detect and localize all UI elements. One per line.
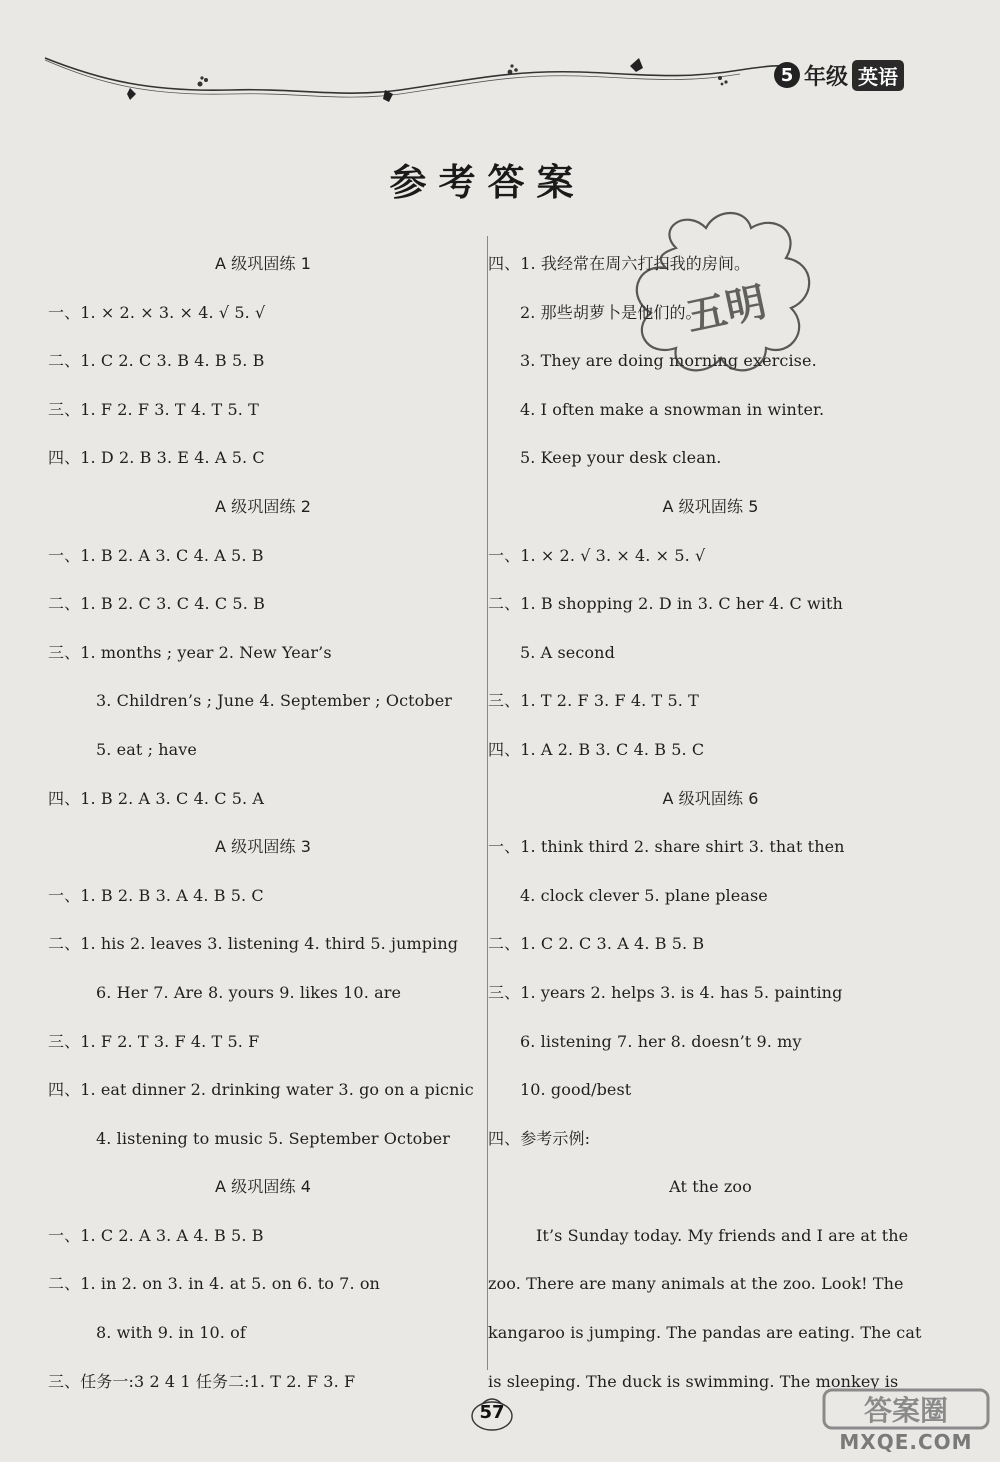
section-title: A 级巩固练 1 [214, 254, 312, 273]
answer-line-continued: 5. eat ; have [96, 739, 198, 759]
right-answer-column [488, 240, 933, 1406]
answer-line: 二、1. B shopping 2. D in 3. C her 4. C with [488, 594, 843, 614]
grade-subject-badge [774, 60, 904, 90]
answer-line: 一、1. B 2. B 3. A 4. B 5. C [48, 885, 264, 905]
answer-line: 三、1. F 2. T 3. F 4. T 5. F [48, 1031, 260, 1051]
answer-line: 二、1. C 2. C 3. B 4. B 5. B [48, 351, 265, 371]
essay-line: zoo. There are many animals at the zoo. Look! The [488, 1274, 904, 1294]
answer-line: 四、1. A 2. B 3. C 4. B 5. C [488, 739, 705, 759]
page-title: 参考答案 [389, 161, 586, 204]
vine-decoration-icon [40, 40, 780, 110]
answer-line-continued: 5. Keep your desk clean. [520, 448, 722, 468]
answer-line: 四、1. B 2. A 3. C 4. C 5. A [48, 788, 265, 808]
page-number-text: 57 [479, 1402, 505, 1423]
answer-line: 二、1. his 2. leaves 3. listening 4. third 5. jumping [48, 934, 459, 954]
essay-line: is sleeping. The duck is swimming. The monkey is [488, 1371, 899, 1391]
answer-line-continued: 6. listening 7. her 8. doesn’t 9. my [520, 1031, 802, 1051]
section-title: A 级巩固练 2 [214, 496, 312, 516]
answer-line: 三、1. F 2. F 3. T 4. T 5. T [48, 399, 259, 419]
page-number [470, 1392, 514, 1432]
essay-line: It’s Sunday today. My friends and I are at the [536, 1225, 909, 1245]
answer-line-continued: 4. listening to music 5. September October [96, 1128, 450, 1148]
answer-line-continued: 3. Children’s ; June 4. September ; October [96, 691, 453, 711]
answer-line: 一、1. × 2. √ 3. × 4. × 5. √ [488, 545, 706, 565]
watermark-logo-icon [816, 1386, 996, 1430]
answer-line-continued: 6. Her 7. Are 8. yours 9. likes 10. are [96, 982, 402, 1002]
answer-line: 一、1. C 2. A 3. A 4. B 5. B [48, 1225, 264, 1245]
answer-line-continued: 4. clock clever 5. plane please [520, 885, 768, 905]
essay-title: At the zoo [669, 1177, 752, 1197]
answer-line-continued: 2. 那些胡萝卜是他们的。 [520, 302, 702, 322]
answer-line: 三、任务一:3 2 4 1 任务二:1. T 2. F 3. F [48, 1371, 356, 1391]
answer-line-continued: 3. They are doing morning exercise. [520, 351, 817, 371]
subject-label: 英语 [852, 60, 904, 91]
answer-line: 三、1. T 2. F 3. F 4. T 5. T [488, 691, 699, 711]
section-title: A 级巩固练 5 [662, 496, 759, 516]
answer-line: 四、参考示例: [488, 1128, 591, 1148]
answer-line: 二、1. in 2. on 3. in 4. at 5. on 6. to 7. on [48, 1274, 380, 1294]
answer-line-continued: 5. A second [520, 642, 615, 662]
answer-line: 一、1. × 2. × 3. × 4. √ 5. √ [48, 302, 266, 322]
answer-line: 二、1. C 2. C 3. A 4. B 5. B [488, 934, 705, 954]
answer-line: 四、1. eat dinner 2. drinking water 3. go on a picnic [48, 1080, 474, 1100]
answer-line: 三、1. months ; year 2. New Year’s [48, 642, 332, 662]
section-title: A 级巩固练 4 [214, 1177, 312, 1197]
svg-text:答案圈: 答案圈 [863, 1394, 949, 1427]
section-title: A 级巩固练 3 [214, 837, 312, 857]
answer-line-continued: 8. with 9. in 10. of [96, 1323, 246, 1343]
answer-line: 一、1. think third 2. share shirt 3. that then [488, 837, 845, 857]
essay-line: kangaroo is jumping. The pandas are eating. The cat [488, 1323, 922, 1343]
answer-line-continued: 10. good/best [520, 1080, 632, 1100]
answer-line: 一、1. B 2. A 3. C 4. A 5. B [48, 545, 264, 565]
answer-line: 二、1. B 2. C 3. C 4. C 5. B [48, 594, 265, 614]
section-title: A 级巩固练 6 [662, 788, 759, 808]
answer-line: 四、1. 我经常在周六打扫我的房间。 [488, 254, 751, 273]
watermark-text: MXQE.COM [839, 1430, 973, 1454]
site-watermark [816, 1386, 996, 1458]
left-answer-column [48, 240, 478, 1406]
grade-label: 年级 [804, 64, 849, 90]
grade-number: 5 [774, 62, 800, 88]
answer-line: 四、1. D 2. B 3. E 4. A 5. C [48, 448, 265, 468]
answer-line: 三、1. years 2. helps 3. is 4. has 5. painting [488, 982, 843, 1002]
stamp-text: 五明 [682, 279, 771, 341]
answer-line-continued: 4. I often make a snowman in winter. [520, 399, 825, 419]
